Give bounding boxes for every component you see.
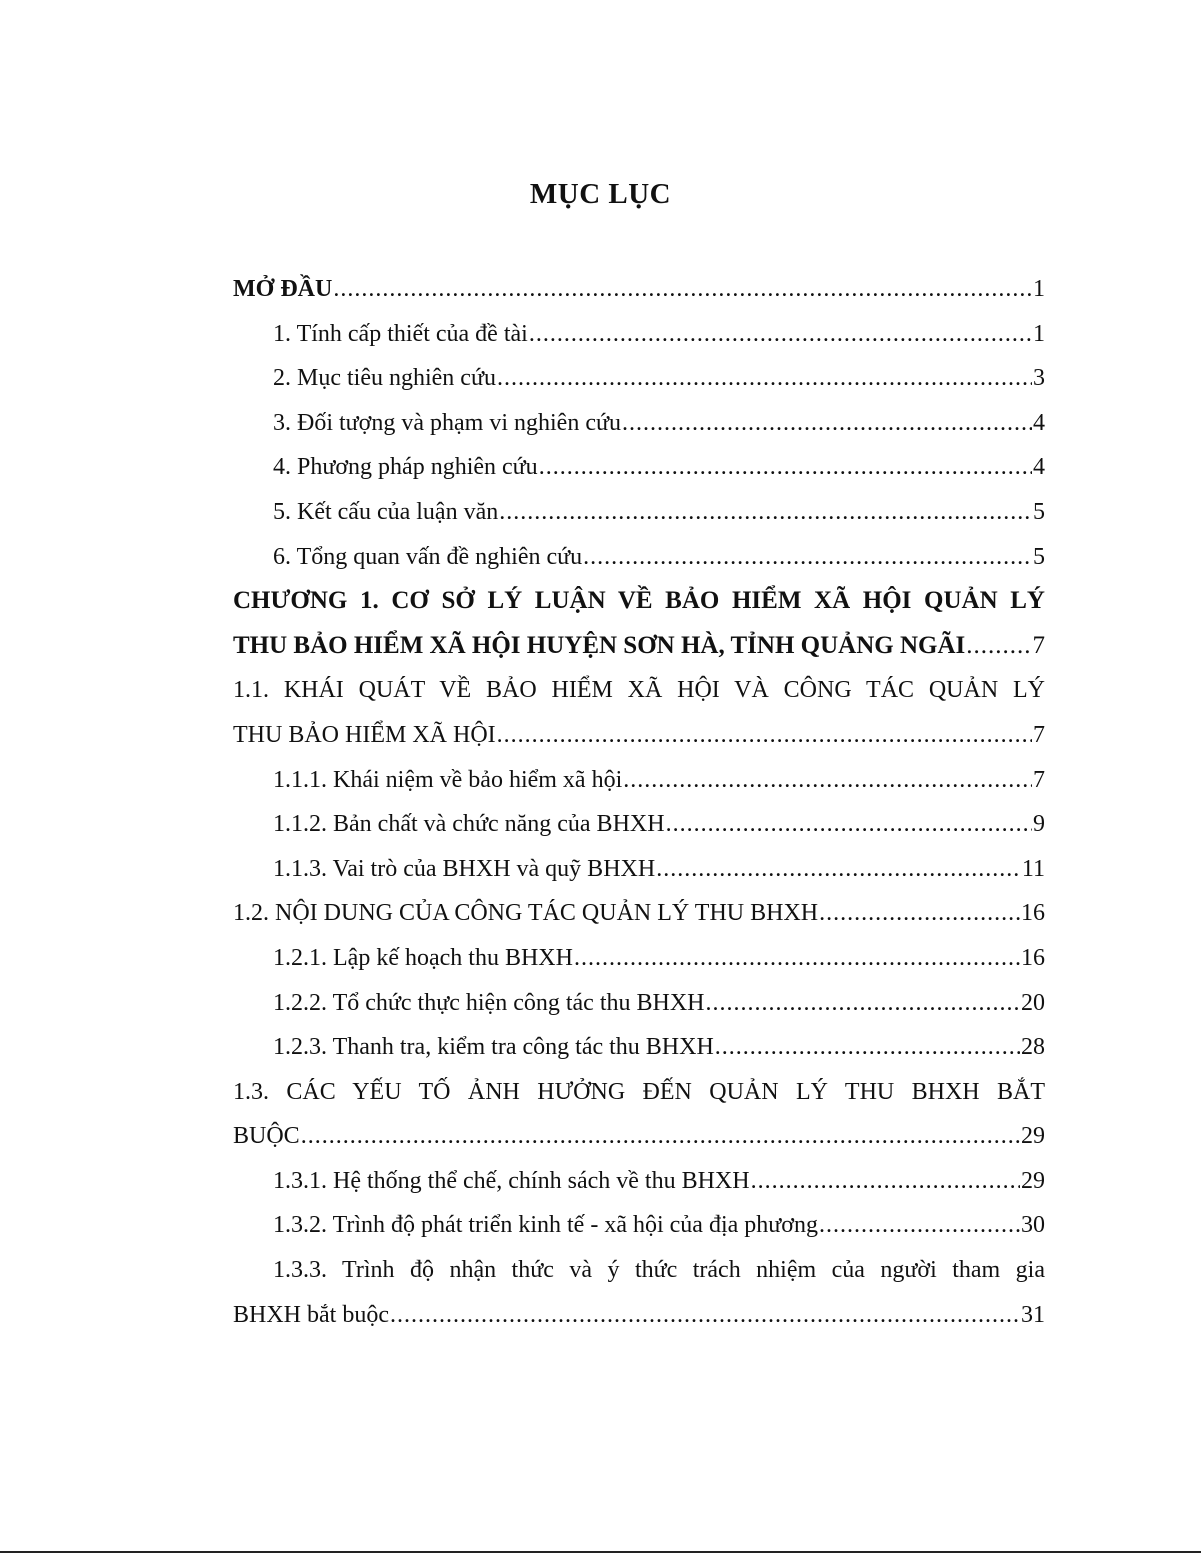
dot-leader [497,356,1032,401]
toc-entry [233,1293,1045,1338]
toc-page-number: 7 [1032,631,1045,659]
dot-leader [656,847,1021,892]
toc-entry [233,1114,1045,1159]
dot-leader [333,267,1032,312]
toc-entry [233,668,1045,713]
toc-page-number: 3 [1033,365,1045,392]
toc-entry [233,891,1045,936]
dot-leader [751,1159,1020,1204]
toc-entry [233,936,1045,981]
toc-page-number: 1 [1033,320,1045,347]
toc-entry-text: 1.3. CÁC YẾU TỐ ẢNH HƯỞNG ĐẾN QUẢN LÝ THU BHXH BẮT [233,1078,1045,1105]
toc-page-number: 7 [1033,766,1045,793]
toc-entry-text: 1. Tính cấp thiết của đề tài [273,320,528,347]
toc-page-number: 7 [1033,721,1045,748]
toc-entry-text: 1.3.1. Hệ thống thể chế, chính sách về thu BHXH [273,1167,750,1194]
toc-entry [233,579,1045,624]
toc-entry [233,535,1045,580]
dot-leader [529,312,1032,357]
dot-leader [574,936,1020,981]
toc-entry [233,312,1045,357]
toc-entry [233,1159,1045,1204]
toc-page-number: 11 [1021,855,1045,882]
toc-entry [233,267,1045,312]
dot-leader [819,1203,1020,1248]
toc-page-number: 1 [1033,276,1045,302]
toc-entry [233,713,1045,758]
toc-entry [233,356,1045,401]
toc-page-number: 9 [1033,811,1045,838]
dot-leader [583,535,1032,580]
toc-entry-text: 1.1.3. Vai trò của BHXH và quỹ BHXH [273,855,656,882]
toc-entry [233,1248,1045,1293]
dot-leader [390,1293,1020,1338]
toc-entry-text: 1.2.1. Lập kế hoạch thu BHXH [273,944,573,971]
page-bottom-edge [0,1551,1201,1553]
toc-page-number: 20 [1021,989,1045,1016]
toc-page-number: 5 [1033,543,1045,570]
toc-entry [233,1203,1045,1248]
dot-leader [966,624,1031,669]
dot-leader [301,1114,1020,1159]
toc-entry-text: BHXH bắt buộc [233,1301,389,1328]
toc-entry-text: 1.2. NỘI DUNG CỦA CÔNG TÁC QUẢN LÝ THU BHXH [233,900,819,927]
toc-entry-text: THU BẢO HIỂM XÃ HỘI [233,721,496,748]
toc-entry [233,624,1045,669]
toc-entry-text: 1.1.1. Khái niệm về bảo hiểm xã hội [273,766,623,793]
toc-page-number: 29 [1021,1123,1045,1150]
toc-entry [233,1025,1045,1070]
dot-leader [539,445,1032,490]
toc-entry [233,981,1045,1026]
toc-entry-text: MỞ ĐẦU [233,276,333,302]
toc-entry-text: 1.3.3. Trình độ nhận thức và ý thức trách nhiệm của người tham gia [273,1257,1045,1284]
toc-entry-text: BUỘC [233,1123,300,1150]
dot-leader [497,713,1032,758]
toc-entry [233,847,1045,892]
toc-page-number: 30 [1021,1212,1045,1239]
toc-entry [233,1070,1045,1115]
toc-entry-text: THU BẢO HIỂM XÃ HỘI HUYỆN SƠN HÀ, TỈNH QUẢNG NGÃI [233,631,966,659]
toc-page-number: 4 [1033,409,1045,436]
dot-leader [715,1025,1020,1070]
toc-page-number: 5 [1033,498,1045,525]
table-of-contents [233,267,1045,1337]
toc-entry-text: 5. Kết cấu của luận văn [273,498,499,525]
toc-entry-text: 1.2.3. Thanh tra, kiểm tra công tác thu BHXH [273,1034,714,1061]
toc-entry-text: 2. Mục tiêu nghiên cứu [273,365,496,392]
toc-entry-text: 1.1. KHÁI QUÁT VỀ BẢO HIỂM XÃ HỘI VÀ CÔNG TÁC QUẢN LÝ [233,677,1045,704]
toc-entry-text: 1.1.2. Bản chất và chức năng của BHXH [273,811,665,838]
toc-entry [233,758,1045,803]
toc-entry-text: CHƯƠNG 1. CƠ SỞ LÝ LUẬN VỀ BẢO HIỂM XÃ HỘI QUẢN LÝ [233,587,1045,615]
toc-entry [233,490,1045,535]
page-title: MỤC LỤC [529,178,672,210]
toc-page-number: 16 [1021,944,1045,971]
toc-entry [233,445,1045,490]
toc-entry [233,401,1045,446]
toc-entry-text: 3. Đối tượng và phạm vi nghiên cứu [273,409,621,436]
toc-page-number: 31 [1021,1301,1045,1328]
dot-leader [705,981,1020,1026]
dot-leader [623,758,1032,803]
toc-page-number: 16 [1021,900,1045,927]
toc-entry-text: 1.3.2. Trình độ phát triển kinh tế - xã hội của địa phương [273,1212,818,1239]
toc-entry-text: 6. Tổng quan vấn đề nghiên cứu [273,543,583,570]
dot-leader [666,802,1032,847]
dot-leader [499,490,1032,535]
toc-page-number: 4 [1033,454,1045,481]
toc-entry-text: 4. Phương pháp nghiên cứu [273,454,538,481]
toc-entry-text: 1.2.2. Tổ chức thực hiện công tác thu BHXH [273,989,705,1016]
toc-page-number: 28 [1021,1034,1045,1061]
dot-leader [622,401,1032,446]
dot-leader [819,891,1020,936]
toc-page-number: 29 [1021,1167,1045,1194]
toc-entry [233,802,1045,847]
